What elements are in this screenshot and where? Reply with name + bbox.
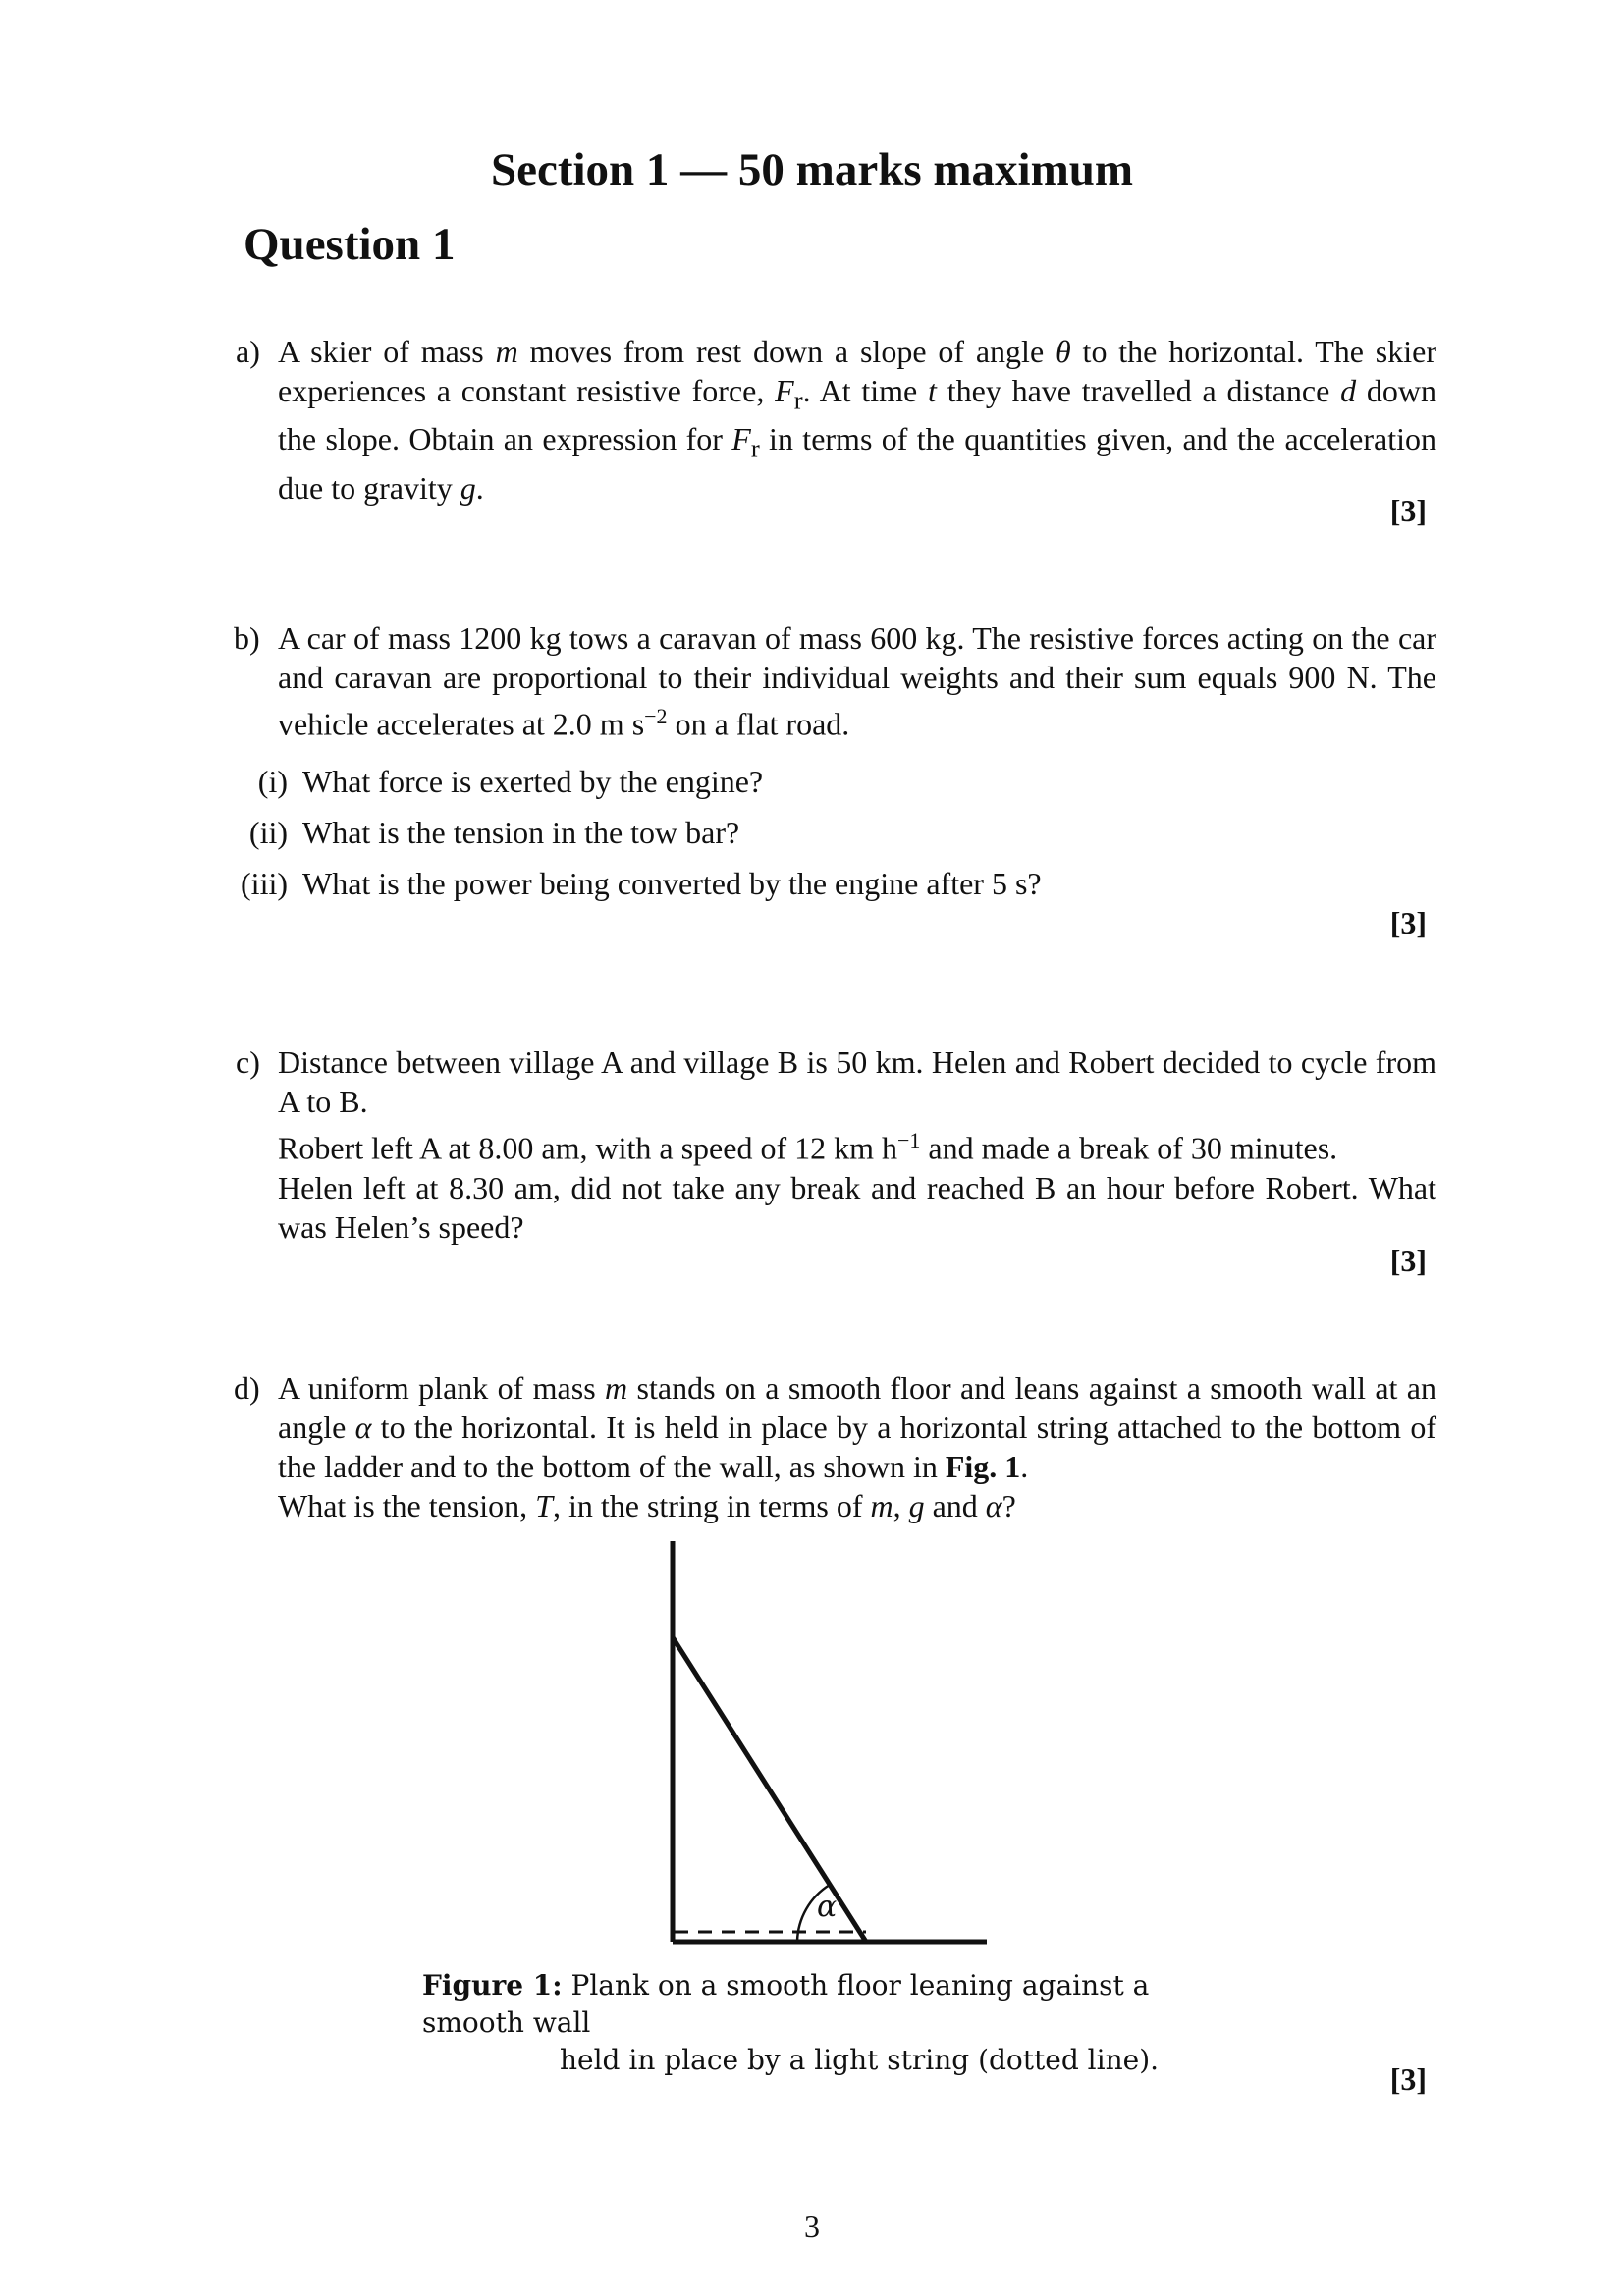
part-b-item-1: (i) What force is exerted by the engine? [257,764,764,799]
part-b-text: A car of mass 1200 kg tows a caravan of mass 600 kg. The resistive forces acting on the car and caravan are proportional to their individual weights and their sum equals 900 N. The vehicle accelerates at 2.0 m $s^{-2}$ on a flat road. [278,620,1436,742]
part-b-item-2: (ii) What is the tension in the tow bar? [248,815,740,850]
part-d-marks: [3] [1389,2061,1427,2097]
plank-figure [648,1541,1001,1953]
angle-alpha-label: α [817,1890,838,1924]
part-b-marks: [3] [1389,905,1427,940]
plank-line [673,1637,866,1942]
figure-caption [422,1967,1208,2079]
caption-line-2: held in place by a light string (dotted line). [560,2044,1160,2076]
part-c-marker: c) [236,1044,260,1080]
part-c-marks: [3] [1389,1243,1427,1278]
part-c-line-1: Distance between village A and village B is 50 km. Helen and Robert decided to cycle from A to B. [278,1044,1436,1119]
page-number: 3 [804,2209,820,2244]
part-c-line-3: Helen left at 8.30 am, did not take any break and reached B an hour before Robert. What was Helen’s speed? [278,1169,1436,1245]
caption-label: Figure 1: [422,1969,563,2002]
part-d-marker: d) [234,1370,260,1406]
question-heading: Question 1 [244,219,456,270]
part-b-marker: b) [234,620,260,656]
section-heading: Section 1 — 50 marks maximum [490,144,1134,195]
part-a-marker: a) [236,334,260,369]
part-d-text: A uniform plank of mass m stands on a smooth floor and leans against a smooth wall at an angle α to the horizontal. It is held in place by a horizontal string attached to the bottom of the ladder and to the bottom of the wall, as shown in Fig. 1. What is the tension, T, in the string in terms of m, g and α? [278,1370,1437,1523]
part-c-line-2: Robert left A at 8.00 am, with a speed of 12 km $h^{-1}$ and made a break of 30 minutes. [278,1128,1338,1166]
caption-line-1: Plank on a smooth floor leaning against a smooth wall [422,1969,1150,2039]
part-a-marks: [3] [1389,493,1427,528]
part-a-text: A skier of mass m moves from rest down a slope of angle θ to the horizontal. The skier experiences a constant resistive force, $F_r$. At time t they have travelled a distance d down the slope. Obtain an expression for $F_r$ in terms of the quantities given, and the acceleration due to gravity g. [278,334,1437,506]
part-c-text [278,1042,1436,1247]
part-b-item-3: (iii) What is the power being converted by the engine after 5 s? [241,866,1042,901]
